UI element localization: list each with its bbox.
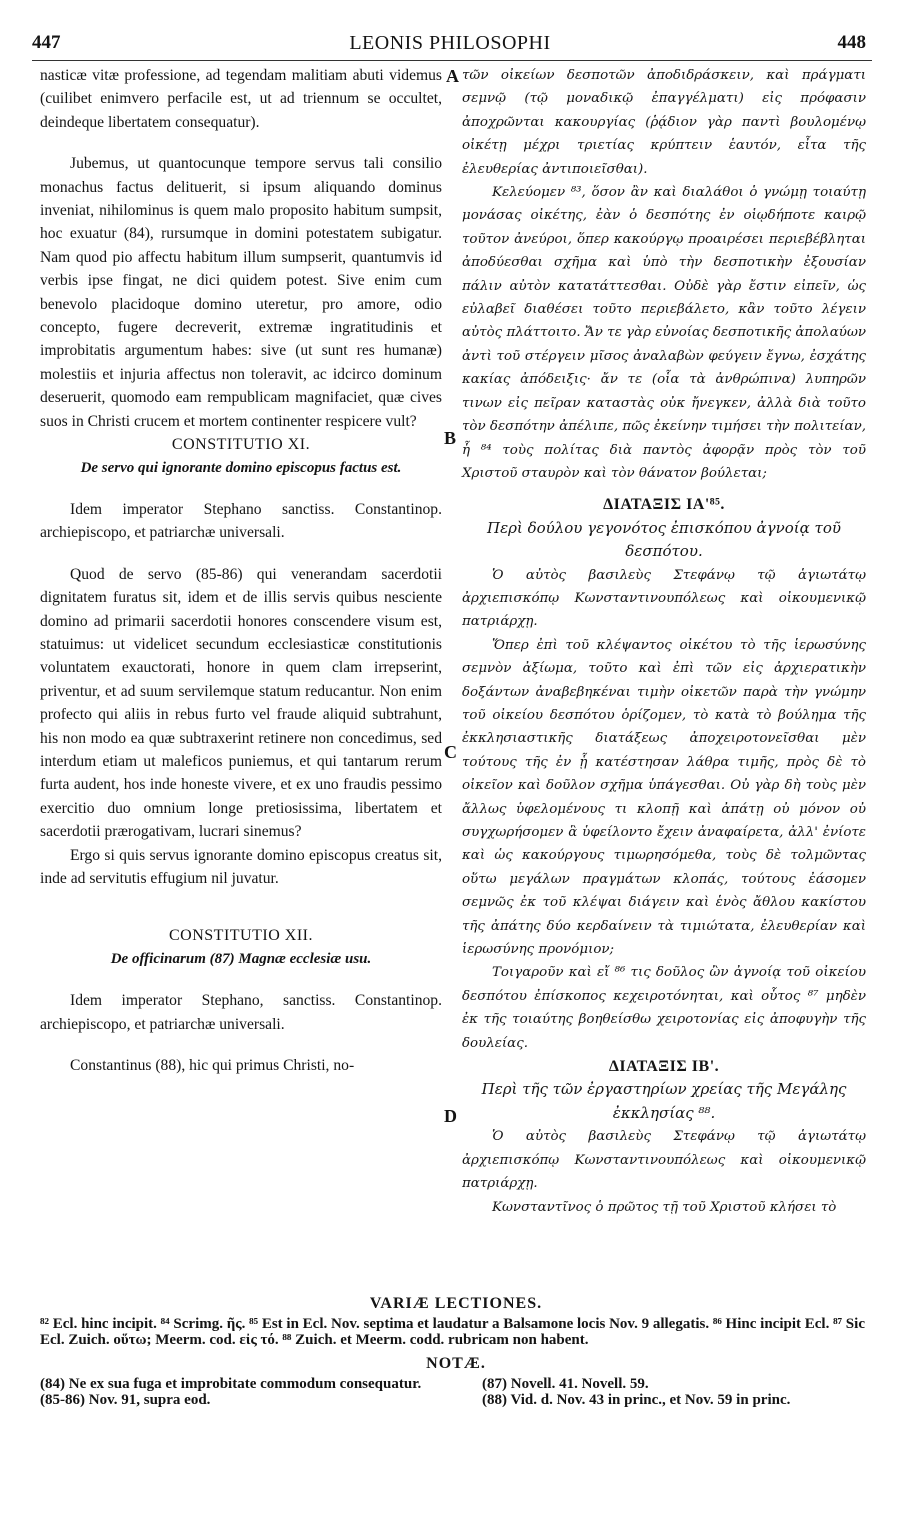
variae-text: ⁸² Ecl. hinc incipit. ⁸⁴ Scrimg. ῆς. ⁸⁵ Est in Ecl. Nov. septima et laudatur a Balsamone locis Nov. 9 allegatis. ⁸⁶ Hinc incipit Ecl. ⁸⁷ Sic Ecl. Zuich. οὕτω; Meerm. cod. εἰς τό. ⁸⁸ Zuich. et Meerm. codd. rubricam non habent.	[40, 1316, 865, 1348]
greek-paragraph: Κωνσταντῖνος ὁ πρῶτος τῇ τοῦ Χριστοῦ κλήσει τὸ	[492, 1199, 837, 1215]
notae-left	[40, 1376, 430, 1408]
constitution-address: Idem imperator Stephano sanctiss. Constantinop. archiepiscopo, et patriarchæ universali.	[40, 500, 442, 542]
margin-letter-c: C	[444, 742, 457, 762]
latin-paragraph: Ergo si quis servus ignorante domino episcopus creatus sit, inde ad servitutis effugium nil juvatur.	[40, 846, 442, 887]
constitution-address: Idem imperator Stephano, sanctiss. Constantinop. archiepiscopo, et patriarchæ universali.	[40, 992, 442, 1033]
constitution-heading: CONSTITUTIO XII.	[169, 927, 313, 945]
margin-letter-d: D	[444, 1106, 457, 1126]
latin-paragraph: Quod de servo (85-86) qui venerandam sacerdotii dignitatem furatus sit, idem et de illis servis quibus nesciente domino ad primarii sacerdotii honores conscendere visum est, statuimus: ut videlicet secundum ecclesiasticæ constitutionis voluntatem exauctorati, honore in quem clam irrepserint, priventur, et ad suum servilemque statum reducantur. Non enim profecto qui aliis in rebus furto vel fraude aliquid subtrahunt, his non modo ea quæ subtraxerint retinere non concedimus, sed interdum etiam ut maleficos puniemus, et qui tantarum rerum furta audent, hos inde honeste vivere, et ex uno fraudis pessimo exercitio duo omnium longe pretiosissima, libertatem et sacerdotii prærogativam, lucrari sinemus?	[40, 565, 442, 841]
greek-paragraph: τῶν οἰκείων δεσποτῶν ἀποδιδράσκειν, καὶ πράγματι σεμνῷ (τῷ μοναδικῷ ἐπαγγέλματι) εἰς πρόφασιν ἀποχρῶνται κακουργίας (ῥᾴδιον γὰρ παντὶ βουλομένῳ οἰκέτῃ μέχρι τριετίας κρύπτειν ἑαυτόν, εἶτα τῆς ἐλευθερίας ἀντιποιεῖσθαι).	[462, 68, 866, 177]
notae-right	[482, 1376, 872, 1408]
greek-column	[462, 64, 866, 1219]
left-page-number: 447	[32, 32, 61, 53]
notae-columns	[40, 1376, 872, 1408]
note-item: (88) Vid. d. Nov. 43 in princ., et Nov. 59 in princ.	[482, 1392, 791, 1408]
margin-letter-b: B	[444, 428, 457, 448]
latin-paragraph: Jubemus, ut quantocunque tempore servus tali consilio monachus factus delituerit, si ipsum aliquando dominus inveniat, nihilominus is quem malo proposito habitum sumpsit, hoc exuatur (84), rursumque in domini potestatem subigatur. Nam quod pio affectu habitum illum sumpserit, quantumvis id verbis ipse fingat, ne dici quidem potest. Sive enim cum benevolo placidoque domino uteretur, pro amore, odio concepto, fugere decreverit, extremæ ingratitudinis et improbitatis argumentum habes: sive (ut sunt res humanæ) molestiis et injuria affectus non toleravit, ac idcirco dominum deseruerit, quomodo eam rempublicam magnifaciet, quæ cives suos in Christi crucem et mortem continenter respicere vult?	[40, 155, 442, 430]
greek-address: Ὁ αὐτὸς βασιλεὺς Στεφάνῳ τῷ ἁγιωτάτῳ ἀρχιεπισκόπῳ Κωνσταντινουπόλεως καὶ οἰκουμενικῷ πατριάρχῃ.	[462, 1129, 866, 1192]
latin-paragraph: nasticæ vitæ professione, ad tegendam malitiam abuti videmus (cuilibet enimvero perfacile est, ut ad triennum se occultet, deindeque libertatem consequatur).	[40, 67, 442, 131]
variae-title: VARIÆ LECTIONES.	[369, 1295, 543, 1312]
note-item: (85-86) Nov. 91, supra eod.	[40, 1392, 211, 1408]
constitution-rubric: De officinarum (87) Magnæ ecclesiæ usu.	[110, 950, 372, 967]
latin-paragraph: Constantinus (88), hic qui primus Christi, no-	[70, 1057, 355, 1075]
page-header	[28, 32, 872, 60]
greek-paragraph: Τοιγαροῦν καὶ εἴ ⁸⁶ τις δοῦλος ὢν ἀγνοίᾳ τοῦ οἰκείου δεσπότου ἐπίσκοπος κεχειροτόνηται, καὶ οὗτος ⁸⁷ μηδὲν ἐκ τῆς τοιαύτης βοηθείσθω χειροτονίας εἰς ἀποφυγὴν τῆς δουλείας.	[462, 965, 866, 1051]
right-page-number: 448	[837, 32, 866, 53]
diataxis-heading: ΔΙΑΤΑΞΙΣ ΙΒ'.	[608, 1058, 720, 1076]
diataxis-rubric: Περὶ δούλου γεγονότος ἐπισκόπου ἀγνοίᾳ τοῦ δεσπότου.	[486, 518, 841, 561]
constitution-heading: CONSTITUTIO XI.	[171, 436, 311, 454]
latin-column	[40, 64, 442, 1077]
margin-letter-a: A	[446, 66, 459, 86]
notae-title: NOTÆ.	[426, 1355, 486, 1372]
diataxis-rubric: Περὶ τῆς τῶν ἐργαστηρίων χρείας τῆς Μεγάλης ἐκκλησίας ⁸⁸.	[481, 1080, 847, 1122]
footnotes	[40, 1296, 872, 1408]
diataxis-heading: ΔΙΑΤΑΞΙΣ ΙΑ'⁸⁵.	[603, 496, 725, 514]
greek-paragraph: Ὅπερ ἐπὶ τοῦ κλέψαντος οἰκέτου τὸ τῆς ἱερωσύνης σεμνὸν ἀξίωμα, τοῦτο καὶ ἐπὶ τῶν εἰς ἀρχιερατικὴν δοξάντων ἀναβεβηκέναι τιμὴν οἰκετῶν παρὰ τὴν γνώμην τοῦ οἰκείου δεσπότου ὁρίζομεν, τὸ κατὰ τὸ βούλημα τῆς ἐκκλησιαστικῆς διατάξεως ἀποχειροτονεῖσθαι μὲν τούτους τῆς ἐν ᾗ κατέστησαν λάθρα τιμῆς, πρὸς δὲ τὸ οἰκεῖον καὶ δοῦλον σχῆμα ὑπάγεσθαι. Οὐ γὰρ δὴ τοὺς μὲν ἄλλως ὑφελομένους τι κλοπῇ καὶ ἀπάτῃ οὐ μόνον οὐ συγχωρήσομεν ἃ ὑφείλοντο ἔχειν ἀναφαίρετα, ἀλλ' ἐνίοτε καὶ ὡς κακούργους τιμωρησόμεθα, τοὺς δὲ τολμῶντας οὕτω μεγάλων πραγμάτων κλοπάς, τούτους ἐάσομεν σεμνῶς ἐκ τοῦ κλέψαι διάγειν καὶ ἑνὸς ἄθλου κακίστου τῆς ἀπάτης δύο κερδαίνειν τὰ τιμιώτατα, ἐλευθερίαν καὶ ἱερωσύνης προνόμιον;	[462, 637, 866, 958]
note-item: (84) Ne ex sua fuga et improbitate commodum consequatur.	[40, 1376, 422, 1392]
greek-paragraph: Κελεύομεν ⁸³, ὅσον ἂν καὶ διαλάθοι ὁ γνώμῃ τοιαύτῃ μονάσας οἰκέτης, ἐὰν ὁ δεσπότης ἐν οἱῳδήποτε καιρῷ τοῦτον ἀνεύροι, ὅπερ κακούργῳ προαιρέσει περιεβέβληται ἀποδύεσθαι σχῆμα καὶ ὑπὸ τὴν δεσποτικὴν ἐξουσίαν πάλιν αὐτὸν κατατάττεσθαι. Οὐδὲ γὰρ ἔστιν εἰπεῖν, ὡς εὐλαβεῖ διαθέσει τοῦτο περιεβάλετο, κἂν τοῦτο λέγειν αὐτὸς πλάττοιτο. Ἄν τε γὰρ εὐνοίας δεσποτικῆς ἀπολαύων ἀντὶ τοῦ στέργειν μῖσος ἀναλαβὼν φεύγειν ἔγνω, ἐσχάτης κακίας ἀπόδειξις· ἄν τε (οἷα τὰ ἀνθρώπινα) λυπηρῶν τινων εἰς πεῖραν καταστὰς οὐκ ἤνεγκεν, ἀλλὰ διὰ τοῦτο τὸν δεσπότην ἀπέλιπε, πῶς ἐκείνην τιμήσει τὴν πολιτείαν, ἧ ⁸⁴ τοὺς πολίτας διὰ παντὸς ἀφορᾷν πρὸς τὸν τοῦ Χριστοῦ σταυρὸν καὶ τὸν θάνατον βούλεται;	[462, 185, 866, 481]
note-item: (87) Novell. 41. Novell. 59.	[482, 1376, 649, 1392]
running-title: LEONIS PHILOSOPHI	[349, 32, 551, 54]
header-rule	[32, 60, 872, 61]
constitution-rubric: De servo qui ignorante domino episcopus factus est.	[80, 459, 402, 476]
greek-address: Ὁ αὐτὸς βασιλεὺς Στεφάνῳ τῷ ἁγιωτάτῳ ἀρχιεπισκόπῳ Κωνσταντινουπόλεως καὶ οἰκουμενικῷ πατριάρχῃ.	[462, 567, 866, 630]
